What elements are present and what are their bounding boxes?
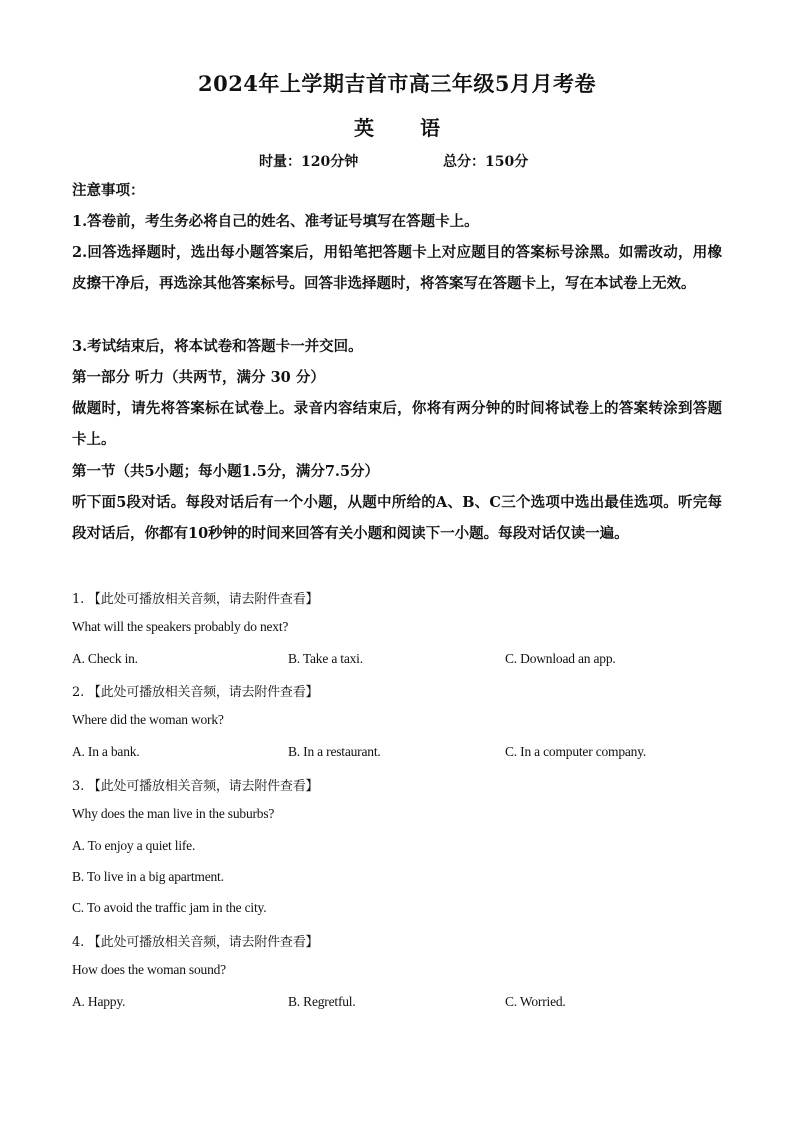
question-2-option-a: A. In a bank.	[72, 744, 140, 759]
question-4-text: How does the woman sound?	[72, 962, 226, 977]
question-2-text: Where did the woman work?	[72, 712, 224, 727]
question-3-option-b: B. To live in a big apartment.	[72, 869, 224, 884]
notes-heading: 注意事项：	[72, 182, 145, 199]
question-2-option-b: B. In a restaurant.	[288, 744, 381, 759]
question-4-audio: 4. 【此处可播放相关音频，请去附件查看】	[72, 935, 319, 950]
question-4-option-b: B. Regretful.	[288, 994, 356, 1009]
note-item-3: 3.考试结束后，将本试卷和答题卡一并交回。	[72, 338, 363, 355]
section1-heading: 第一节（共5小题；每小题1.5分，满分7.5分）	[72, 463, 380, 480]
question-1-text: What will the speakers probably do next?	[72, 619, 289, 634]
question-3-text: Why does the man live in the suburbs?	[72, 806, 275, 821]
exam-title: 2024年上学期吉首市高三年级5月月考卷	[197, 71, 597, 96]
question-1-audio: 1. 【此处可播放相关音频，请去附件查看】	[72, 592, 319, 607]
question-1-option-b: B. Take a taxi.	[288, 651, 363, 666]
part1-instruction: 做题时，请先将答案标在试卷上。录音内容结束后，你将有两分钟的时间将试卷上的答案转涂到答题卡上。	[72, 400, 722, 448]
subject-char-1: 英	[354, 116, 374, 140]
note-item-1: 1.答卷前，考生务必将自己的姓名、准考证号填写在答题卡上。	[72, 213, 479, 230]
question-1-option-c: C. Download an app.	[505, 651, 616, 666]
exam-time: 时量：120分钟	[259, 154, 359, 170]
part1-heading: 第一部分 听力（共两节，满分 30 分）	[72, 369, 325, 386]
question-2-audio: 2. 【此处可播放相关音频，请去附件查看】	[72, 685, 319, 700]
question-4-option-c: C. Worried.	[505, 994, 566, 1009]
section1-instruction: 听下面5段对话。每段对话后有一个小题，从题中所给的A、B、C三个选项中选出最佳选项。听完每段对话后，你都有10秒钟的时间来回答有关小题和阅读下一小题。每段对话仅读一遍。	[72, 494, 722, 542]
subject-char-2: 语	[420, 116, 440, 140]
exam-total-score: 总分：150分	[443, 154, 529, 170]
question-3-option-a: A. To enjoy a quiet life.	[72, 838, 196, 853]
question-3-option-c: C. To avoid the traffic jam in the city.	[72, 900, 267, 915]
note-item-2: 2.回答选择题时，选出每小题答案后，用铅笔把答题卡上对应题目的答案标号涂黑。如需改动，用橡皮擦干净后，再选涂其他答案标号。回答非选择题时，将答案写在答题卡上，写在本试卷上无效。	[72, 244, 722, 292]
question-3-audio: 3. 【此处可播放相关音频，请去附件查看】	[72, 779, 319, 794]
question-2-option-c: C. In a computer company.	[505, 744, 647, 759]
subject-title	[0, 112, 794, 141]
question-1-option-a: A. Check in.	[72, 651, 138, 666]
question-4-option-a: A. Happy.	[72, 994, 126, 1009]
